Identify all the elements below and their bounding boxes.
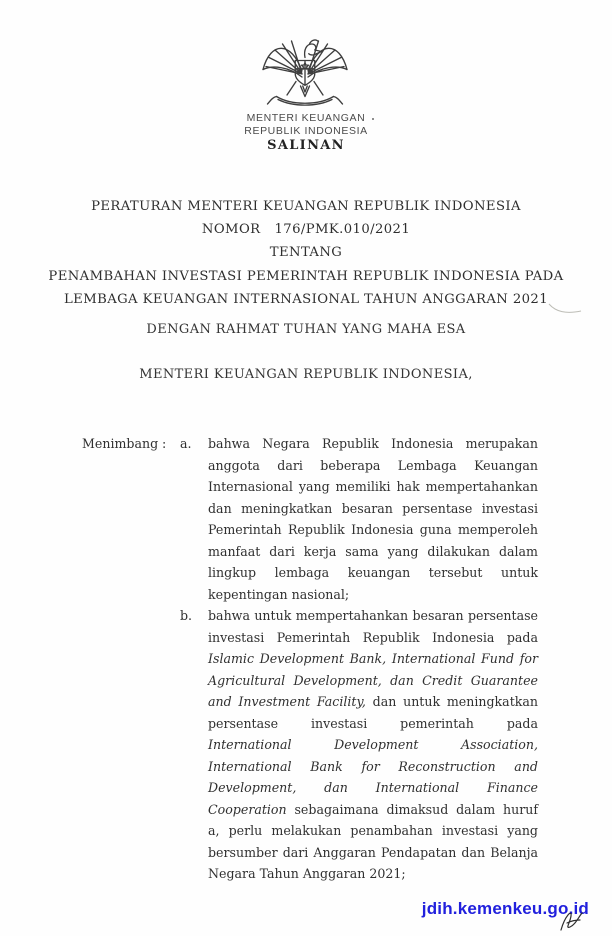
issuing-official-line: MENTERI KEUANGAN REPUBLIK INDONESIA, (139, 367, 473, 382)
subject-line2-row (36, 288, 576, 311)
item-letter-b: b. (180, 608, 193, 623)
nomor-label: NOMOR (201, 222, 261, 238)
item-letter-a: a. (180, 436, 192, 451)
consideration-a-text: bahwa Negara Republik Indonesia merupakan anggota dari beberapa Lembaga Keuangan Internasional yang memiliki hak mempertahankan dan meningkatkan besaran persentase investasi Pemerintah Republik Indonesia guna memperoleh manfaat dari kerja sama yang dilakukan dalam lingkup lembaga keuangan tersebut untuk kepentingan nasional; (208, 436, 538, 602)
spacer (162, 605, 180, 885)
regulation-title-line: PERATURAN MENTERI KEUANGAN REPUBLIK INDONESIA (91, 199, 521, 214)
copy-stamp-label: SALINAN (267, 138, 345, 153)
letterhead (0, 112, 612, 137)
tentang-label: TENTANG (269, 245, 343, 261)
spacer (82, 605, 162, 885)
menimbang-label: Menimbang (82, 436, 159, 451)
garuda-pancasila-icon (260, 30, 350, 112)
invocation-line: DENGAN RAHMAT TUHAN YANG MAHA ESA (146, 322, 466, 337)
jdih-footer-link[interactable]: jdih.kemenkeu.go.id (421, 899, 589, 918)
regulation-number-line (36, 218, 576, 241)
considerations-section (82, 433, 538, 885)
regulation-title-block (36, 195, 576, 311)
nomor-value: 176/PMK.010/2021 (274, 222, 411, 238)
menimbang-colon: : (162, 436, 167, 451)
subject-line2: LEMBAGA KEUANGAN INTERNASIONAL TAHUN ANGGARAN 2021 (64, 291, 548, 307)
paraph-signature-icon (556, 906, 588, 936)
scan-speck (372, 118, 374, 120)
ministry-name-line2: REPUBLIK INDONESIA (244, 124, 368, 137)
scan-artifact-squiggle (548, 302, 582, 315)
subject-line1: PENAMBAHAN INVESTASI PEMERINTAH REPUBLIK INDONESIA PADA (48, 268, 564, 284)
consideration-b-text: bahwa untuk mempertahankan besaran persentase investasi Pemerintah Republik Indonesia pada Islamic Development Bank, International Fund for Agricultural Development, dan Credit Guarantee and Investment Facility, dan untuk meningkatkan persentase investasi pemerintah pada International Development Association, International Bank for Reconstruction and Development, dan International Finance Cooperation sebagaimana dimaksud dalam huruf a, perlu melakukan penambahan investasi yang bersumber dari Anggaran Pendapatan dan Belanja Negara Tahun Anggaran 2021; (208, 608, 539, 881)
ministry-name-line1: MENTERI KEUANGAN (246, 112, 366, 124)
